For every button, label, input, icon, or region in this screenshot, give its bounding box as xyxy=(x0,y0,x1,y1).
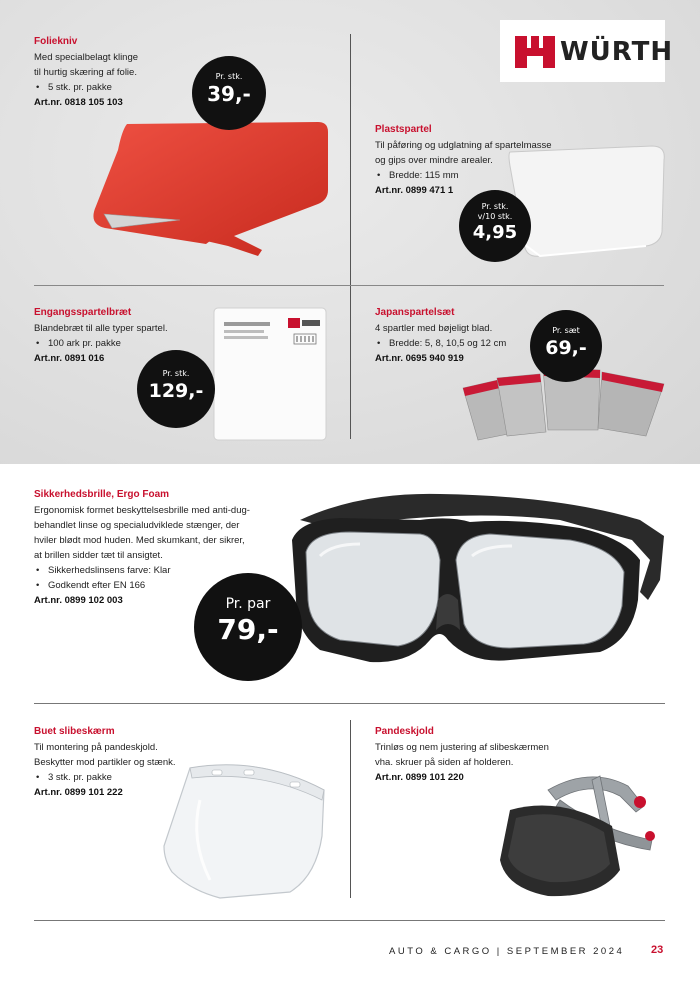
article-number: Art.nr. 0899 101 220 xyxy=(375,772,464,783)
price-unit: Pr. stk. xyxy=(162,369,190,378)
product-desc-line: Blandebræt til alle typer spartel. xyxy=(34,323,168,334)
product-desc-line: Med specialbelagt klinge xyxy=(34,52,139,63)
product-desc-line: behandlet linse og specialudviklede stænger, der xyxy=(34,520,240,531)
product-title: Pandeskjold xyxy=(375,726,434,737)
price-amount: 69,- xyxy=(545,337,587,359)
product-bullet: Bredde: 115 mm xyxy=(389,170,459,181)
article-number: Art.nr. 0899 102 003 xyxy=(34,595,123,606)
price-unit: Pr. par xyxy=(225,596,271,612)
footer-text: AUTO & CARGO | SEPTEMBER 2024 xyxy=(389,946,625,957)
product-desc-line: vha. skruer på siden af holderen. xyxy=(375,757,514,768)
bullet-dot: • xyxy=(36,580,40,591)
product-bullet: 5 stk. pr. pakke xyxy=(48,82,112,93)
product-desc-line: Ergonomisk formet beskyttelsesbrille med anti-dug- xyxy=(34,505,250,516)
product-title: Plastspartel xyxy=(375,124,432,135)
bullet-dot: • xyxy=(377,170,381,181)
product-desc-line: hviler blødt mod huden. Med skumkant, der sikrer, xyxy=(34,535,245,546)
article-number: Art.nr. 0891 016 xyxy=(34,353,105,364)
product-desc-line: Beskytter mod partikler og stænk. xyxy=(34,757,176,768)
bullet-dot: • xyxy=(36,772,40,783)
price-amount: 39,- xyxy=(207,82,251,106)
product-desc-line: til hurtig skæring af folie. xyxy=(34,67,137,78)
bullet-dot: • xyxy=(377,338,381,349)
product-desc-line: og gips over mindre arealer. xyxy=(375,155,493,166)
price-amount: 79,- xyxy=(217,613,279,646)
product-desc-line: 4 spartler med bøjeligt blad. xyxy=(375,323,493,334)
product-title: Sikkerhedsbrille, Ergo Foam xyxy=(34,489,170,500)
article-number: Art.nr. 0695 940 919 xyxy=(375,353,464,364)
product-title: Engangsspartelbræt xyxy=(34,307,132,318)
price-unit: Pr. stk. xyxy=(481,202,509,211)
product-title: Japanspartelsæt xyxy=(375,307,455,318)
product-title: Buet slibeskærm xyxy=(34,726,115,737)
price-amount: 4,95 xyxy=(472,222,518,243)
product-bullet: Bredde: 5, 8, 10,5 og 12 cm xyxy=(389,338,507,349)
product-desc-line: at brillen sidder tæt til ansigtet. xyxy=(34,550,163,561)
product-title: Foliekniv xyxy=(34,36,78,47)
product-bullet: 3 stk. pr. pakke xyxy=(48,772,112,783)
page-number: 23 xyxy=(651,944,664,956)
article-number: Art.nr. 0899 471 1 xyxy=(375,185,454,196)
bullet-dot: • xyxy=(36,82,40,93)
product-bullet: Sikkerhedslinsens farve: Klar xyxy=(48,565,171,576)
wurth-logo-text: WÜRTH xyxy=(560,37,674,67)
product-desc-line: Trinløs og nem justering af slibeskærmen xyxy=(375,742,549,753)
product-desc-line: Til montering på pandeskjold. xyxy=(34,742,158,753)
article-number: Art.nr. 0899 101 222 xyxy=(34,787,123,798)
price-unit: Pr. sæt xyxy=(552,326,580,335)
price-unit: Pr. stk. xyxy=(215,72,243,81)
price-unit-detail: v/10 stk. xyxy=(477,212,513,221)
article-number: Art.nr. 0818 105 103 xyxy=(34,97,123,108)
product-desc-line: Til påføring og udglatning af spartelmasse xyxy=(375,140,552,151)
bullet-dot: • xyxy=(36,565,40,576)
price-amount: 129,- xyxy=(148,380,204,402)
bullet-dot: • xyxy=(36,338,40,349)
product-bullet: 100 ark pr. pakke xyxy=(48,338,121,349)
product-bullet: Godkendt efter EN 166 xyxy=(48,580,146,591)
